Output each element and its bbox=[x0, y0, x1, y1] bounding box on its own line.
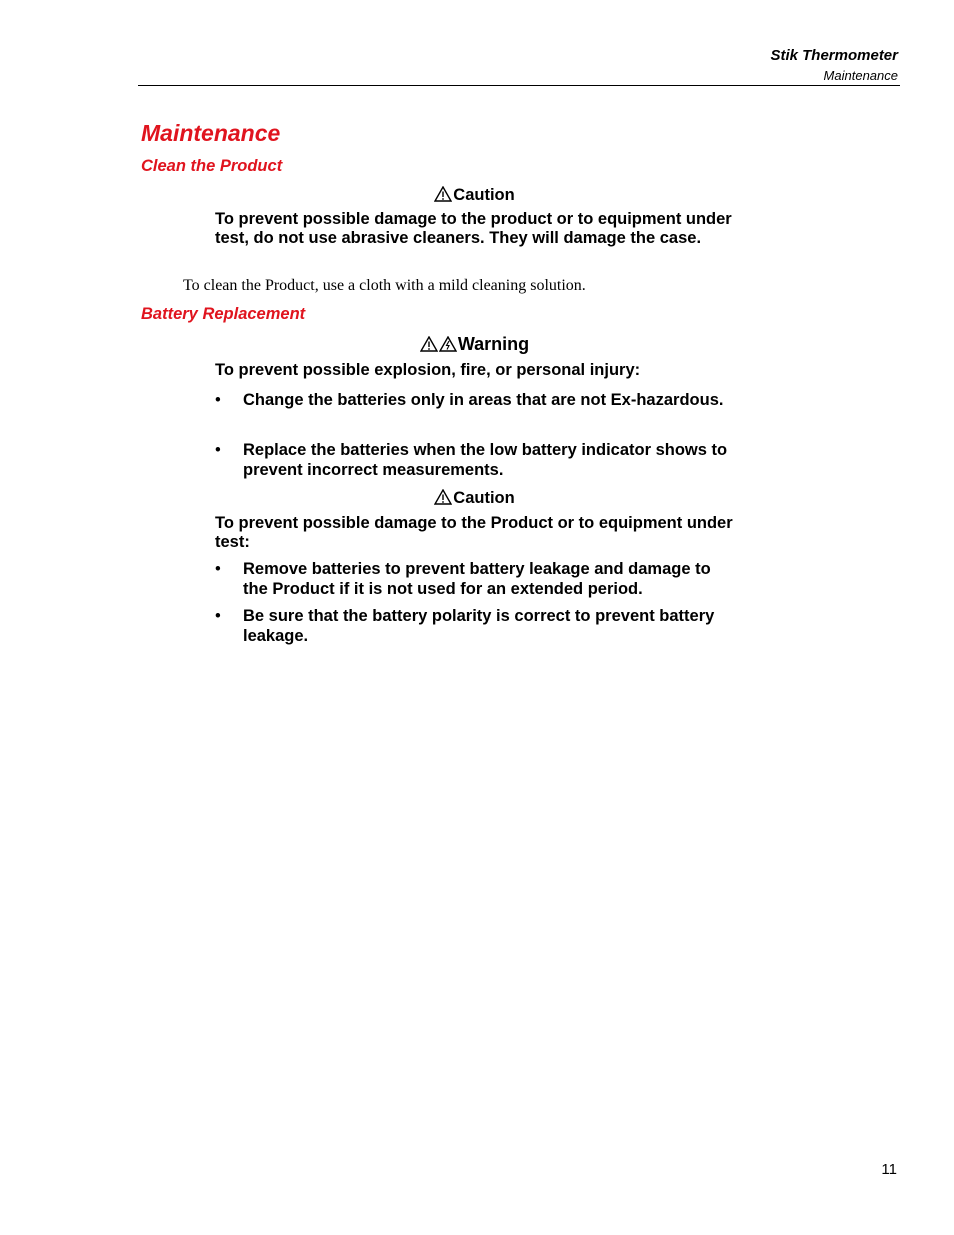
clean-body-text: To clean the Product, use a cloth with a mild cleaning solution. bbox=[183, 277, 586, 294]
caution-list-item-text: Remove batteries to prevent battery leakage and damage to the Product if it is not used for an extended period. bbox=[243, 560, 711, 598]
clean-caution-text: To prevent possible damage to the product or to equipment under test, do not use abrasive cleaners. They will damage the case. bbox=[215, 210, 732, 247]
warning-list-item bbox=[215, 441, 734, 480]
bullet-point: • bbox=[215, 391, 221, 409]
caution-list-item-text: Be sure that the battery polarity is correct to prevent battery leakage. bbox=[243, 607, 715, 645]
clean-caution-header bbox=[215, 186, 734, 205]
running-header-title: Stik Thermometer bbox=[770, 47, 898, 64]
shock-hazard-triangle-icon bbox=[439, 336, 457, 352]
caution-label: Caution bbox=[453, 489, 515, 507]
caution-label: Caution bbox=[453, 186, 515, 204]
warning-triangle-icon bbox=[420, 336, 438, 352]
bullet-point: • bbox=[215, 560, 221, 578]
warning-list-item-text: Replace the batteries when the low battery indicator shows to prevent incorrect measurements. bbox=[243, 441, 728, 479]
header-divider bbox=[138, 85, 900, 86]
battery-heading: Battery Replacement bbox=[141, 305, 306, 323]
battery-warning-intro: To prevent possible explosion, fire, or personal injury: bbox=[215, 361, 641, 379]
warning-list-item bbox=[215, 391, 734, 411]
warning-triangle-icon bbox=[434, 489, 452, 505]
warning-triangle-icon bbox=[434, 186, 452, 202]
warning-list-item-text: Change the batteries only in areas that are not Ex-hazardous. bbox=[243, 391, 724, 409]
battery-caution-intro: To prevent possible damage to the Product or to equipment under test: bbox=[215, 514, 733, 551]
caution-list-item bbox=[215, 560, 734, 599]
caution-list-item bbox=[215, 607, 734, 646]
clean-heading: Clean the Product bbox=[141, 157, 283, 175]
page-number: 11 bbox=[881, 1161, 897, 1178]
battery-warning-header bbox=[215, 334, 734, 355]
battery-caution-header bbox=[215, 489, 734, 508]
section-title: Maintenance bbox=[141, 120, 281, 146]
warning-label: Warning bbox=[457, 334, 530, 354]
bullet-point: • bbox=[215, 607, 221, 625]
bullet-point: • bbox=[215, 441, 221, 459]
running-header-subtitle: Maintenance bbox=[823, 68, 898, 83]
